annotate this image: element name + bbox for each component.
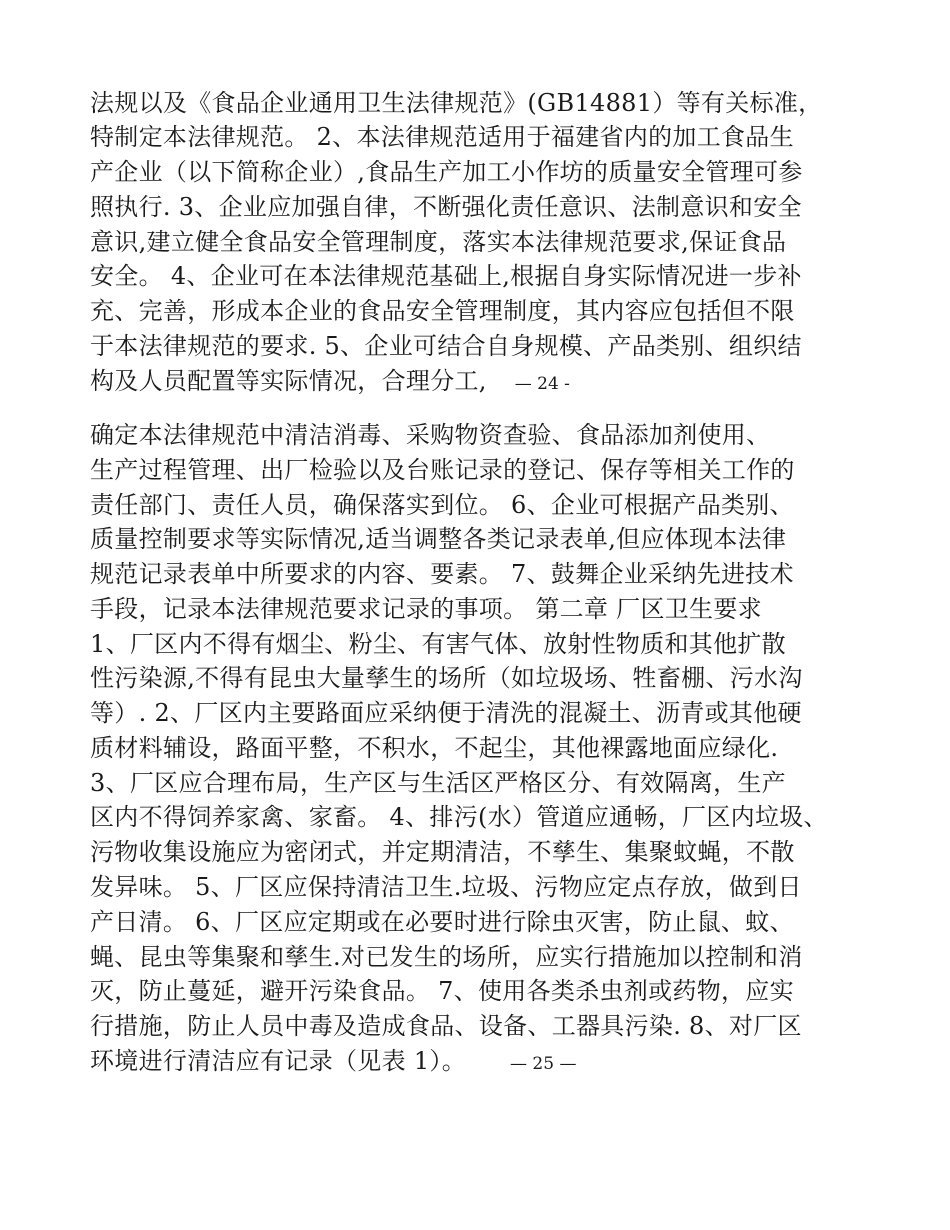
text-line: 等）. 2、厂区内主要路面应采纳便于清洗的混凝土、沥青或其他硬 [90, 699, 802, 727]
text-line: 意识,建立健全食品安全管理制度，落实本法律规范要求,保证食品 [90, 228, 787, 256]
text-line: 区内不得饲养家禽、家畜。 4、排污(水）管道应通畅，厂区内垃圾、 [90, 803, 828, 831]
text-line: 法规以及《食品企业通用卫生法律规范》(GB14881）等有关标准， [90, 89, 823, 117]
text-line: 环境进行清洁应有记录（见表 1）。 [90, 1047, 466, 1075]
text-line: 手段，记录本法律规范要求记录的事项。 第二章 厂区卫生要求 [90, 595, 762, 623]
text-line: 产企业（以下简称企业）,食品生产加工小作坊的质量安全管理可参 [90, 158, 803, 186]
text-line: 特制定本法律规范。 2、本法律规范适用于福建省内的加工食品生 [90, 123, 794, 151]
text-line: 确定本法律规范中清洁消毒、采购物资查验、食品添加剂使用、 [90, 421, 771, 449]
text-line: 安全。 4、企业可在本法律规范基础上,根据自身实际情况进一步补 [90, 262, 802, 290]
text-line: 构及人员配置等实际情况，合理分工, [90, 367, 487, 395]
text-line: 生产过程管理、出厂检验以及台账记录的登记、保存等相关工作的 [90, 456, 795, 484]
text-line: 1、厂区内不得有烟尘、粉尘、有害气体、放射性物质和其他扩散 [90, 630, 786, 658]
text-line: 性污染源,不得有昆虫大量孳生的场所（如垃圾场、牲畜棚、污水沟 [90, 664, 803, 692]
text-line: 规范记录表单中所要求的内容、要素。 7、鼓舞企业采纳先进技术 [90, 560, 794, 588]
text-line: 发异味。 5、厂区应保持清洁卫生.垃圾、污物应定点存放，做到日 [90, 873, 802, 901]
text-line-with-page-number [90, 364, 570, 401]
text-line-with-page-number [90, 1044, 576, 1081]
page-number: — 25 — [510, 1054, 577, 1074]
page-number: — 24 - [514, 374, 570, 394]
text-line: 蝇、昆虫等集聚和孳生.对已发生的场所，应实行措施加以控制和消 [90, 943, 803, 971]
text-line: 质材料辅设，路面平整，不积水，不起尘，其他裸露地面应绿化. [90, 734, 779, 762]
text-line: 污物收集设施应为密闭式，并定期清洁，不孳生、集聚蚊蝇，不散 [90, 838, 795, 866]
text-line: 照执行. 3、企业应加强自律，不断强化责任意识、法制意识和安全 [90, 193, 802, 221]
text-line: 产日清。 6、厂区应定期或在必要时进行除虫灭害，防止鼠、蚊、 [90, 908, 794, 936]
text-line: 充、完善，形成本企业的食品安全管理制度，其内容应包括但不限 [90, 297, 795, 325]
text-line: 3、厂区应合理布局，生产区与生活区严格区分、有效隔离，生产 [90, 769, 786, 797]
text-line: 责任部门、责任人员，确保落实到位。 6、企业可根据产品类别、 [90, 491, 794, 519]
text-line: 灭，防止蔓延，避开污染食品。 7、使用各类杀虫剂或药物，应实 [90, 977, 794, 1005]
text-line: 于本法律规范的要求. 5、企业可结合自身规模、产品类别、组织结 [90, 332, 802, 360]
text-line: 行措施，防止人员中毒及造成食品、设备、工器具污染. 8、对厂区 [90, 1012, 802, 1040]
text-line: 质量控制要求等实际情况,适当调整各类记录表单,但应体现本法律 [90, 525, 787, 553]
